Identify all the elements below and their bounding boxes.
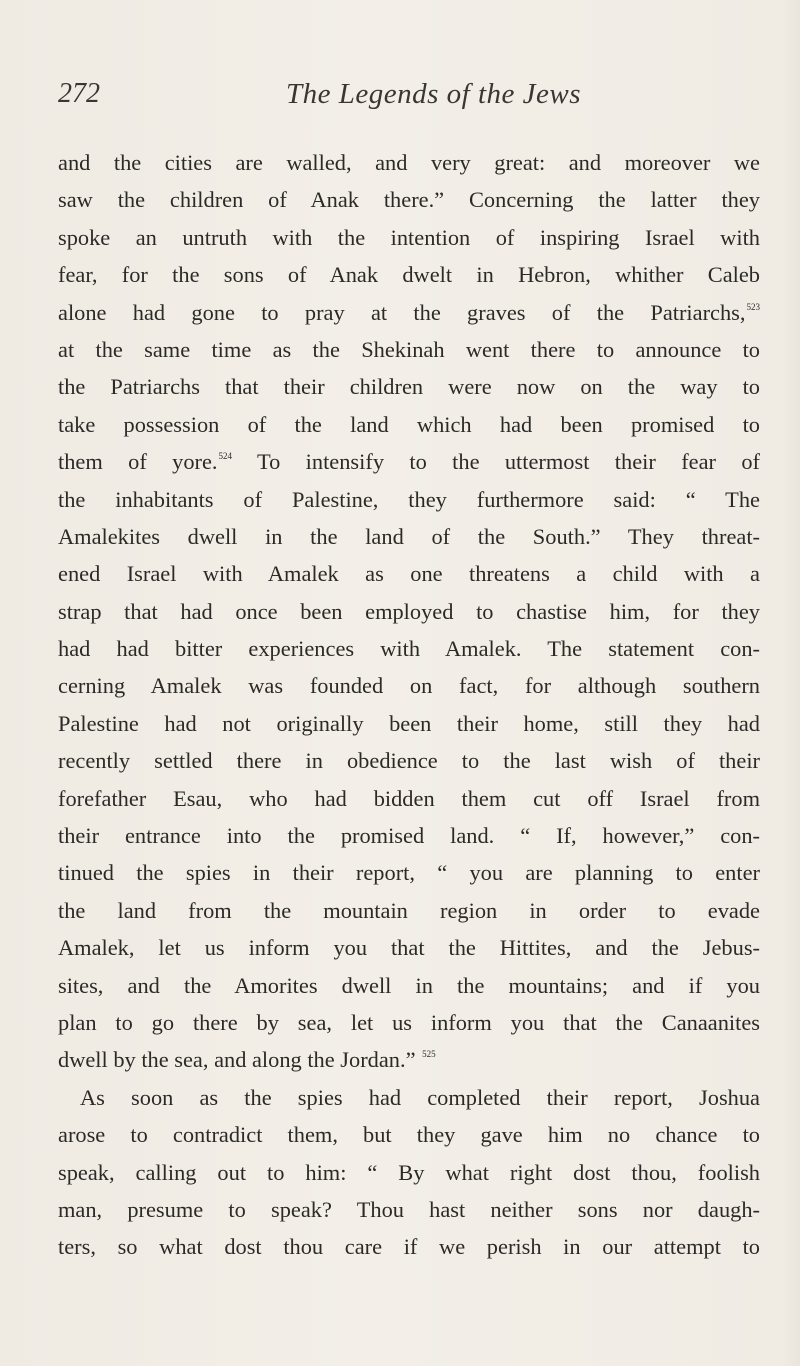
text-line — [58, 892, 760, 929]
footnote-marker: 525 — [422, 1049, 436, 1060]
text-line — [58, 443, 760, 480]
text-line-content: saw the children of Anak there.” Concerning the latter they — [58, 187, 760, 213]
text-line-content: alone had gone to pray at the graves of the Patriarchs, — [58, 299, 746, 325]
text-line-content: the inhabitants of Palestine, they furthermore said: “ The — [58, 486, 760, 512]
text-line-content: Palestine had not originally been their home, still they had — [58, 710, 760, 736]
text-line — [58, 518, 760, 555]
text-line — [58, 1079, 760, 1116]
text-line — [58, 817, 760, 854]
text-line-content: tinued the spies in their report, “ you are planning to enter — [58, 860, 760, 886]
text-line — [58, 555, 760, 592]
text-line-content: recently settled there in obedience to the last wish of their — [58, 748, 760, 774]
text-line — [58, 331, 760, 368]
text-line-content: ened Israel with Amalek as one threatens a child with a — [58, 561, 760, 587]
text-line-content: Amalek, let us inform you that the Hittites, and the Jebus- — [58, 935, 760, 961]
text-line-content: man, presume to speak? Thou hast neither sons nor daugh- — [58, 1196, 760, 1222]
page-number: 272 — [58, 78, 100, 109]
text-line-content: spoke an untruth with the intention of inspiring Israel with — [58, 224, 760, 250]
text-line — [58, 481, 760, 518]
text-line-content: Amalekites dwell in the land of the South.” They threat- — [58, 523, 760, 549]
text-line-content: had had bitter experiences with Amalek. The statement con- — [58, 636, 760, 662]
text-line-content: ters, so what dost thou care if we perish in our attempt to — [58, 1234, 760, 1260]
text-line-content: plan to go there by sea, let us inform you that the Canaanites — [58, 1009, 760, 1035]
text-line — [58, 1228, 760, 1265]
text-line — [58, 1191, 760, 1228]
text-line — [58, 181, 760, 218]
text-line-content: their entrance into the promised land. “ If, however,” con- — [58, 823, 760, 849]
running-title: The Legends of the Jews — [286, 78, 582, 110]
text-line — [58, 1116, 760, 1153]
text-line — [58, 667, 760, 704]
text-line — [58, 294, 760, 331]
page-edge-shadow — [782, 0, 800, 1366]
footnote-marker: 523 — [746, 301, 760, 312]
text-line-content: the Patriarchs that their children were now on the way to — [58, 374, 760, 400]
text-line — [58, 368, 760, 405]
text-line-content: strap that had once been employed to chastise him, for they — [58, 598, 760, 624]
text-line-content: sites, and the Amorites dwell in the mountains; and if you — [58, 972, 760, 998]
footnote-marker: 524 — [218, 451, 233, 462]
text-line — [58, 1041, 760, 1078]
text-line — [58, 705, 760, 742]
text-line-content: dwell by the sea, and along the Jordan.” — [58, 1047, 422, 1073]
text-line — [58, 630, 760, 667]
text-line — [58, 854, 760, 891]
text-line-continuation: To intensify to the uttermost their fear of — [232, 449, 760, 475]
text-line-content: and the cities are walled, and very great: and moreover we — [58, 150, 760, 175]
text-line — [58, 593, 760, 630]
text-line — [58, 256, 760, 293]
text-line-content: the land from the mountain region in order to evade — [58, 897, 760, 923]
text-line — [58, 929, 760, 966]
text-line-content: at the same time as the Shekinah went there to announce to — [58, 336, 760, 362]
text-line-content: fear, for the sons of Anak dwelt in Hebron, whither Caleb — [58, 262, 760, 288]
text-line — [58, 967, 760, 1004]
text-line — [58, 780, 760, 817]
text-line — [58, 219, 760, 256]
text-line-content: them of yore. — [58, 449, 218, 475]
text-line-content: take possession of the land which had been promised to — [58, 411, 760, 437]
text-line-content: speak, calling out to him: “ By what right dost thou, foolish — [58, 1159, 760, 1185]
text-line-content: forefather Esau, who had bidden them cut off Israel from — [58, 785, 760, 811]
body-text — [58, 144, 760, 1266]
text-line — [58, 1004, 760, 1041]
text-line — [58, 1154, 760, 1191]
text-line — [58, 742, 760, 779]
text-line-content: arose to contradict them, but they gave him no chance to — [58, 1122, 760, 1148]
text-line-content: cerning Amalek was founded on fact, for although southern — [58, 673, 760, 699]
text-line — [58, 406, 760, 443]
text-line — [58, 144, 760, 181]
running-head — [0, 78, 800, 118]
text-line-content: As soon as the spies had completed their report, Joshua — [80, 1084, 760, 1110]
